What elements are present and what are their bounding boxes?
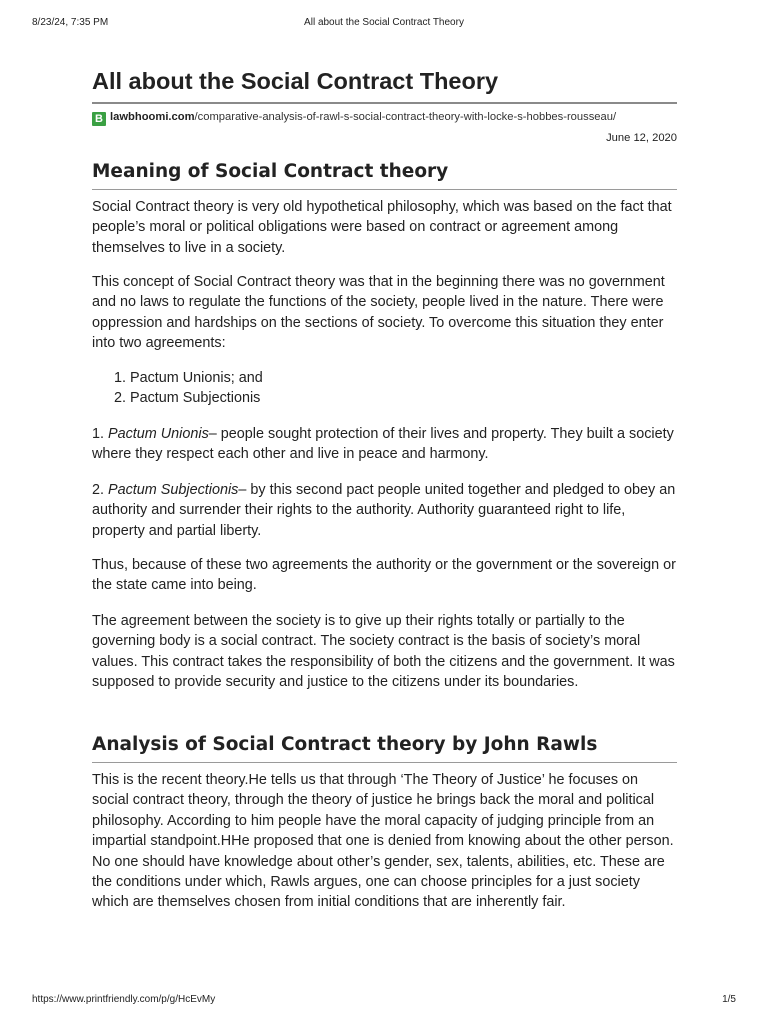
source-link[interactable] — [92, 109, 677, 125]
print-datetime: 8/23/24, 7:35 PM — [32, 17, 109, 28]
list-item: 2. Pactum Subjectionis — [114, 390, 261, 407]
pact-number: 1. — [92, 426, 108, 442]
pact-list — [92, 368, 677, 409]
pact-description: – by this second pact people united together and pledged to obey an authority and surrender their rights to the authority. Authority guaranteed right to life, property and partial liberty. — [92, 482, 676, 539]
title-divider — [92, 102, 677, 104]
paragraph: This concept of Social Contract theory was that in the beginning there was no government and no laws to regulate the functions of the society, people lived in the nature. There were oppression and hardships on the sections of society. To overcome this situation they enter into two agreements: — [92, 274, 665, 352]
post-date: June 12, 2020 — [606, 132, 677, 144]
print-doc-title: All about the Social Contract Theory — [304, 17, 464, 28]
section-divider — [92, 189, 677, 190]
print-url[interactable]: https://www.printfriendly.com/p/g/HcEvMy — [32, 994, 216, 1005]
section-heading-rawls: Analysis of Social Contract theory by John Rawls — [92, 734, 598, 755]
paragraph: Thus, because of these two agreements the authority or the government or the sovereign or the state came into being. — [92, 557, 676, 594]
print-footer — [32, 994, 736, 1008]
print-header — [32, 17, 736, 31]
paragraph: Social Contract theory is very old hypothetical philosophy, which was based on the fact that people’s moral or political obligations were based on contract or agreement among themselves to live in a society. — [92, 199, 672, 256]
pact-number: 2. — [92, 482, 108, 498]
paragraph: The agreement between the society is to give up their rights totally or partially to the governing body is a social contract. The society contract is the basis of society’s moral values. This contract takes the responsibility of both the citizens and the government. It was supposed to provide security and justice to the citizens under its boundaries. — [92, 613, 675, 691]
source-path[interactable]: /comparative-analysis-of-rawl-s-social-contract-theory-with-locke-s-hobbes-rousseau/ — [194, 111, 617, 123]
paragraph: This is the recent theory.He tells us that through ‘The Theory of Justice’ he focuses on social contract theory, through the theory of justice he brings back the moral and political philosophy. According to him people have the moral capacity of judging principle from an impartial standpoint.HHe proposed that one is denied from knowing about the other person. No one should have knowledge about other’s gender, sex, talents, abilities, etc. These are the conditions under which, Rawls argues, one can choose principles for a just society which are themselves chosen from initial conditions that are inherently fair. — [92, 772, 674, 911]
paragraph-pact-subjectionis — [92, 480, 677, 541]
page-title: All about the Social Contract Theory — [92, 68, 499, 94]
section-heading-meaning: Meaning of Social Contract theory — [92, 161, 449, 182]
pact-description: – people sought protection of their lives and property. They built a society where they respect each other and live in peace and harmony. — [92, 426, 674, 463]
paragraph-pact-unionis — [92, 424, 677, 465]
pact-term: Pactum Subjectionis — [108, 482, 239, 498]
site-favicon-icon: B — [92, 112, 106, 126]
source-domain[interactable]: lawbhoomi.com — [110, 111, 195, 123]
pact-term: Pactum Unionis — [108, 426, 209, 442]
page-number: 1/5 — [722, 994, 736, 1005]
section-divider — [92, 762, 677, 763]
list-item: 1. Pactum Unionis; and — [114, 370, 263, 386]
